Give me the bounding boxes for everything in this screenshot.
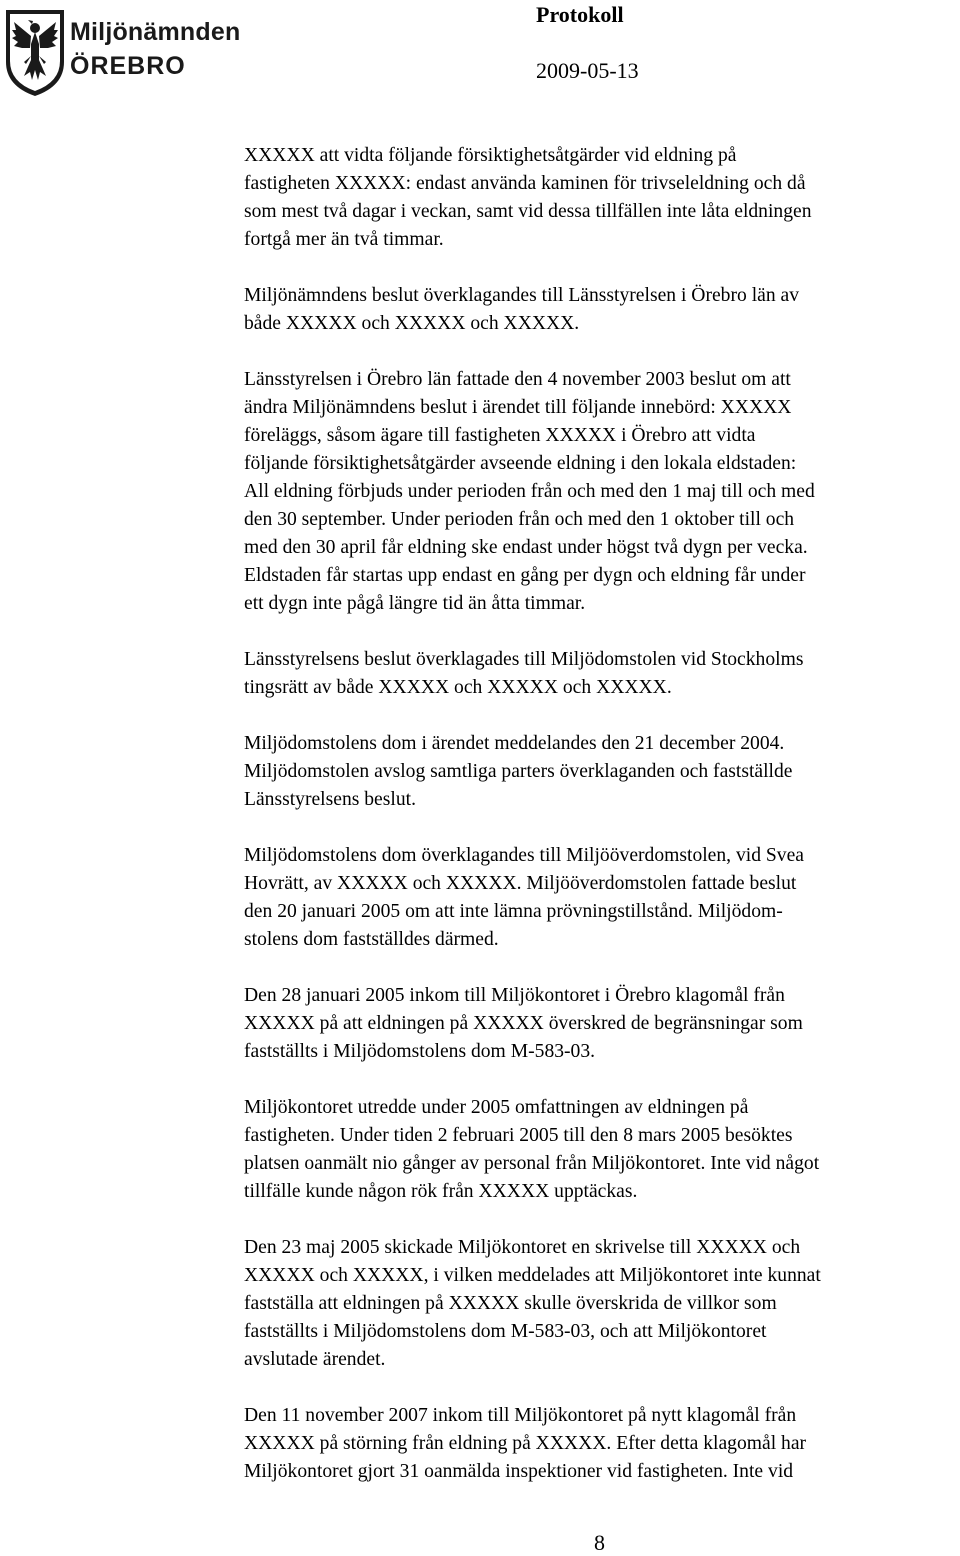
text-line: fastställts i Miljödomstolens dom M-583-03, och att Miljökontoret	[244, 1321, 767, 1342]
text-line: Länsstyrelsens beslut.	[244, 789, 416, 810]
body-paragraph	[244, 1402, 960, 1486]
text-line: XXXXX på störning från eldning på XXXXX. Efter detta klagomål har	[244, 1433, 807, 1454]
text-line: följande försiktighetsåtgärder avseende eldning i den lokala eldstaden:	[244, 453, 797, 474]
text-line: stolens dom fastställdes därmed.	[244, 929, 499, 950]
text-line: ändra Miljönämndens beslut i ärendet till följande innebörd: XXXXX	[244, 397, 792, 418]
logo-wordmark-line1: Miljönämnden	[70, 18, 241, 46]
body-paragraph	[244, 730, 960, 814]
text-line: tillfälle kunde någon rök från XXXXX upptäckas.	[244, 1181, 638, 1202]
text-line: XXXXX och XXXXX, i vilken meddelades att Miljökontoret inte kunnat	[244, 1265, 821, 1286]
text-line: Eldstaden får startas upp endast en gång per dygn och eldning får under	[244, 565, 806, 586]
document-type: Protokoll	[536, 2, 624, 27]
body-paragraph	[244, 142, 960, 254]
text-line: fastställts i Miljödomstolens dom M-583-03.	[244, 1041, 596, 1062]
text-line: som mest två dagar i veckan, samt vid dessa tillfällen inte låta eldningen	[244, 201, 812, 222]
body-paragraph	[244, 1094, 960, 1206]
text-line: Länsstyrelsens beslut överklagades till Miljödomstolen vid Stockholms	[244, 649, 804, 670]
text-line: Den 11 november 2007 inkom till Miljökontoret på nytt klagomål från	[244, 1405, 797, 1426]
text-line: den 30 september. Under perioden från och med den 1 oktober till och	[244, 509, 795, 530]
text-line: XXXXX på att eldningen på XXXXX överskred de begränsningar som	[244, 1013, 803, 1034]
text-line: ett dygn inte pågå längre tid än åtta timmar.	[244, 593, 586, 614]
body-paragraph	[244, 282, 960, 338]
text-line: Hovrätt, av XXXXX och XXXXX. Miljööverdomstolen fattade beslut	[244, 873, 797, 894]
document-date: 2009-05-13	[536, 58, 639, 83]
municipality-logo	[2, 4, 242, 100]
text-line: fastställa att eldningen på XXXXX skulle överskrida de villkor som	[244, 1293, 777, 1314]
logo-wordmark-line2: ÖREBRO	[70, 52, 186, 80]
text-line: Länsstyrelsen i Örebro län fattade den 4 november 2003 beslut om att	[244, 369, 791, 390]
text-line: med den 30 april får eldning ske endast under högst två dygn per vecka.	[244, 537, 808, 558]
text-line: Miljödomstolen avslog samtliga parters överklaganden och fastställde	[244, 761, 793, 782]
page-number: 8	[594, 1530, 605, 1555]
body-paragraph	[244, 366, 960, 618]
text-line: Miljönämndens beslut överklagandes till Länsstyrelsen i Örebro län av	[244, 285, 800, 306]
text-line: Den 28 januari 2005 inkom till Miljökontoret i Örebro klagomål från	[244, 985, 785, 1006]
body-paragraph	[244, 982, 960, 1066]
text-line: föreläggs, såsom ägare till fastigheten XXXXX i Örebro att vidta	[244, 425, 756, 446]
text-line: Miljödomstolens dom i ärendet meddelandes den 21 december 2004.	[244, 733, 785, 754]
text-line: både XXXXX och XXXXX och XXXXX.	[244, 313, 580, 334]
body-paragraph	[244, 842, 960, 954]
document-body	[244, 142, 960, 1514]
text-line: platsen oanmält nio gånger av personal från Miljökontoret. Inte vid något	[244, 1153, 820, 1174]
body-paragraph	[244, 646, 960, 702]
text-line: fortgå mer än två timmar.	[244, 229, 444, 250]
text-line: den 20 januari 2005 om att inte lämna prövningstillstånd. Miljödom-	[244, 901, 783, 922]
text-line: tingsrätt av både XXXXX och XXXXX och XXXXX.	[244, 677, 672, 698]
text-line: XXXXX att vidta följande försiktighetsåtgärder vid eldning på	[244, 145, 737, 166]
text-line: avslutade ärendet.	[244, 1349, 386, 1370]
text-line: Miljödomstolens dom överklagandes till Miljööverdomstolen, vid Svea	[244, 845, 805, 866]
body-paragraph	[244, 1234, 960, 1374]
text-line: Miljökontoret gjort 31 oanmälda inspektioner vid fastigheten. Inte vid	[244, 1461, 794, 1482]
text-line: fastigheten XXXXX: endast använda kaminen för trivseleldning och då	[244, 173, 806, 194]
text-line: fastigheten. Under tiden 2 februari 2005 till den 8 mars 2005 besöktes	[244, 1125, 793, 1146]
text-line: Den 23 maj 2005 skickade Miljökontoret en skrivelse till XXXXX och	[244, 1237, 801, 1258]
text-line: Miljökontoret utredde under 2005 omfattningen av eldningen på	[244, 1097, 749, 1118]
text-line: All eldning förbjuds under perioden från och med den 1 maj till och med	[244, 481, 815, 502]
orebro-eagle-crest-icon	[2, 4, 68, 100]
